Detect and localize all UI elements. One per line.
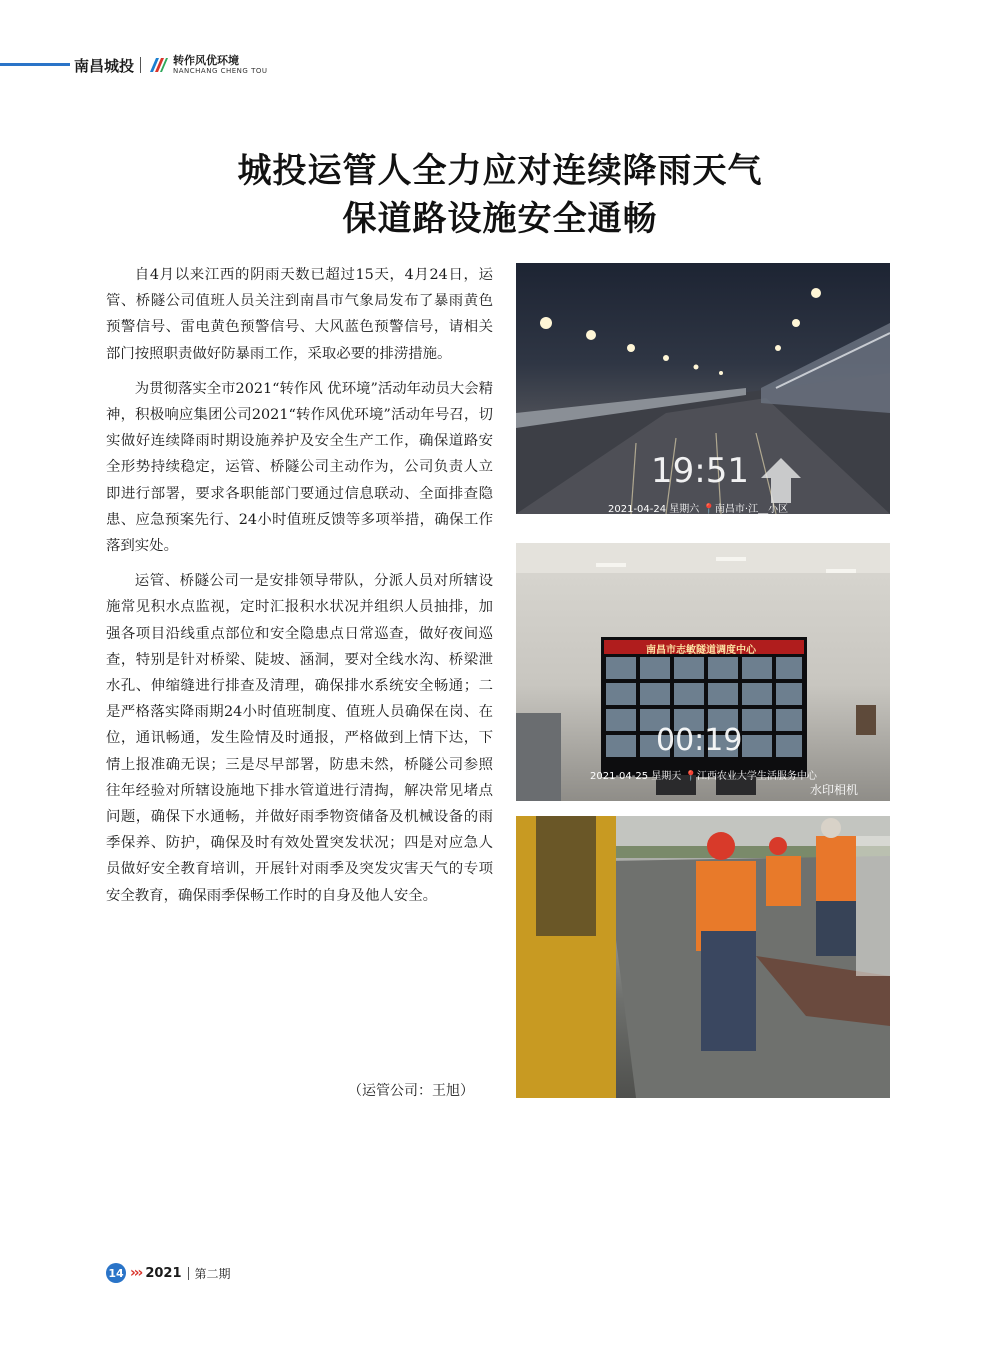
control-room-scene — [516, 543, 890, 801]
photo2-location-stamp: 2021-04-25 星期天 📍江西农业大学生活服务中心 — [590, 771, 817, 782]
slogan-text: 转作风优环境 — [173, 54, 240, 67]
footer-divider — [188, 1267, 189, 1280]
photo2-time-stamp: 00:19 — [656, 723, 743, 758]
chevron-arrows-icon: ››› — [130, 1265, 142, 1281]
header-rule — [0, 63, 70, 66]
photo2-watermark: 水印相机 — [810, 783, 859, 797]
paragraph-1: 自4月以来江西的阴雨天数已超过15天，4月24日，运管、桥隧公司值班人员关注到南昌市气象局发布了暴雨黄色预警信号、雷电黄色预警信号、大风蓝色预警信号，请相关部门按照职责做好防暴雨工作，采取必要的排涝措施。 — [106, 267, 493, 362]
page-footer — [106, 1263, 231, 1283]
article-title-line-2: 保道路设施安全通畅 — [342, 199, 658, 239]
paragraph-2: 为贯彻落实全市2021“转作风 优环境”活动年动员大会精神，积极响应集团公司2021“转作风优环境”活动年号召，切实做好连续降雨时期设施养护及安全生产工作，确保道路安全形势持续稳定，运管、桥隧公司主动作为，公司负责人立即进行部署，要求各职能部门要通过信息联动、全面排查隐患、应急预案先行、24小时值班反馈等多项举措，确保工作落到实处。 — [106, 380, 493, 555]
photo-rainy-night-road — [516, 263, 890, 514]
slogan-logo-icon — [147, 54, 169, 76]
drain-work-scene — [516, 816, 890, 1098]
issue-year: 2021 — [145, 1265, 182, 1281]
byline: （运管公司：王旭） — [348, 1083, 474, 1099]
masthead — [74, 50, 267, 80]
slogan-english: NANCHANG CHENG TOU — [173, 67, 268, 75]
page-number: 14 — [106, 1263, 126, 1283]
article-body — [106, 262, 493, 918]
paragraph-3: 运管、桥隧公司一是安排领导带队，分派人员对所辖设施常见积水点监视，定时汇报积水状况并组织人员抽排，加强各项目沿线重点部位和安全隐患点日常巡查，做好夜间巡查，特别是针对桥梁、陡坡、涵洞，要对全线水沟、桥梁泄水孔、伸缩缝进行排查及清理，确保排水系统安全畅通；二是严格落实降雨期24小时值班制度、值班人员确保在岗、在位，通讯畅通，发生险情及时通报，严格做到上情下达，下情上报准确无误；三是尽早部署，防患未然，桥隧公司参照往年经验对所辖设施地下排水管道进行清掏，解决常见堵点问题，确保下水通畅，并做好雨季物资储备及机械设备的雨季保养、防护，确保及时有效处置突发状况；四是对应急人员做好安全教育培训，开展针对雨季及突发灾害天气的专项安全教育，确保雨季保畅工作时的自身及他人安全。 — [106, 573, 493, 904]
photo2-screen-title: 南昌市志敏隧道调度中心 — [646, 645, 756, 656]
header-divider — [140, 57, 141, 73]
photo1-time-stamp: 19:51 — [651, 451, 749, 491]
brand-name: 南昌城投 — [74, 56, 135, 75]
photo1-location-stamp: 2021-04-24 星期六 📍南昌市·江__小区 — [608, 504, 789, 514]
issue-label: 第二期 — [194, 1266, 231, 1281]
article-title-line-1: 城投运管人全力应对连续降雨天气 — [237, 151, 763, 191]
photo-tunnel-control-center — [516, 543, 890, 801]
photo-workers-clearing-drain — [516, 816, 890, 1098]
slogan-block — [173, 55, 267, 75]
